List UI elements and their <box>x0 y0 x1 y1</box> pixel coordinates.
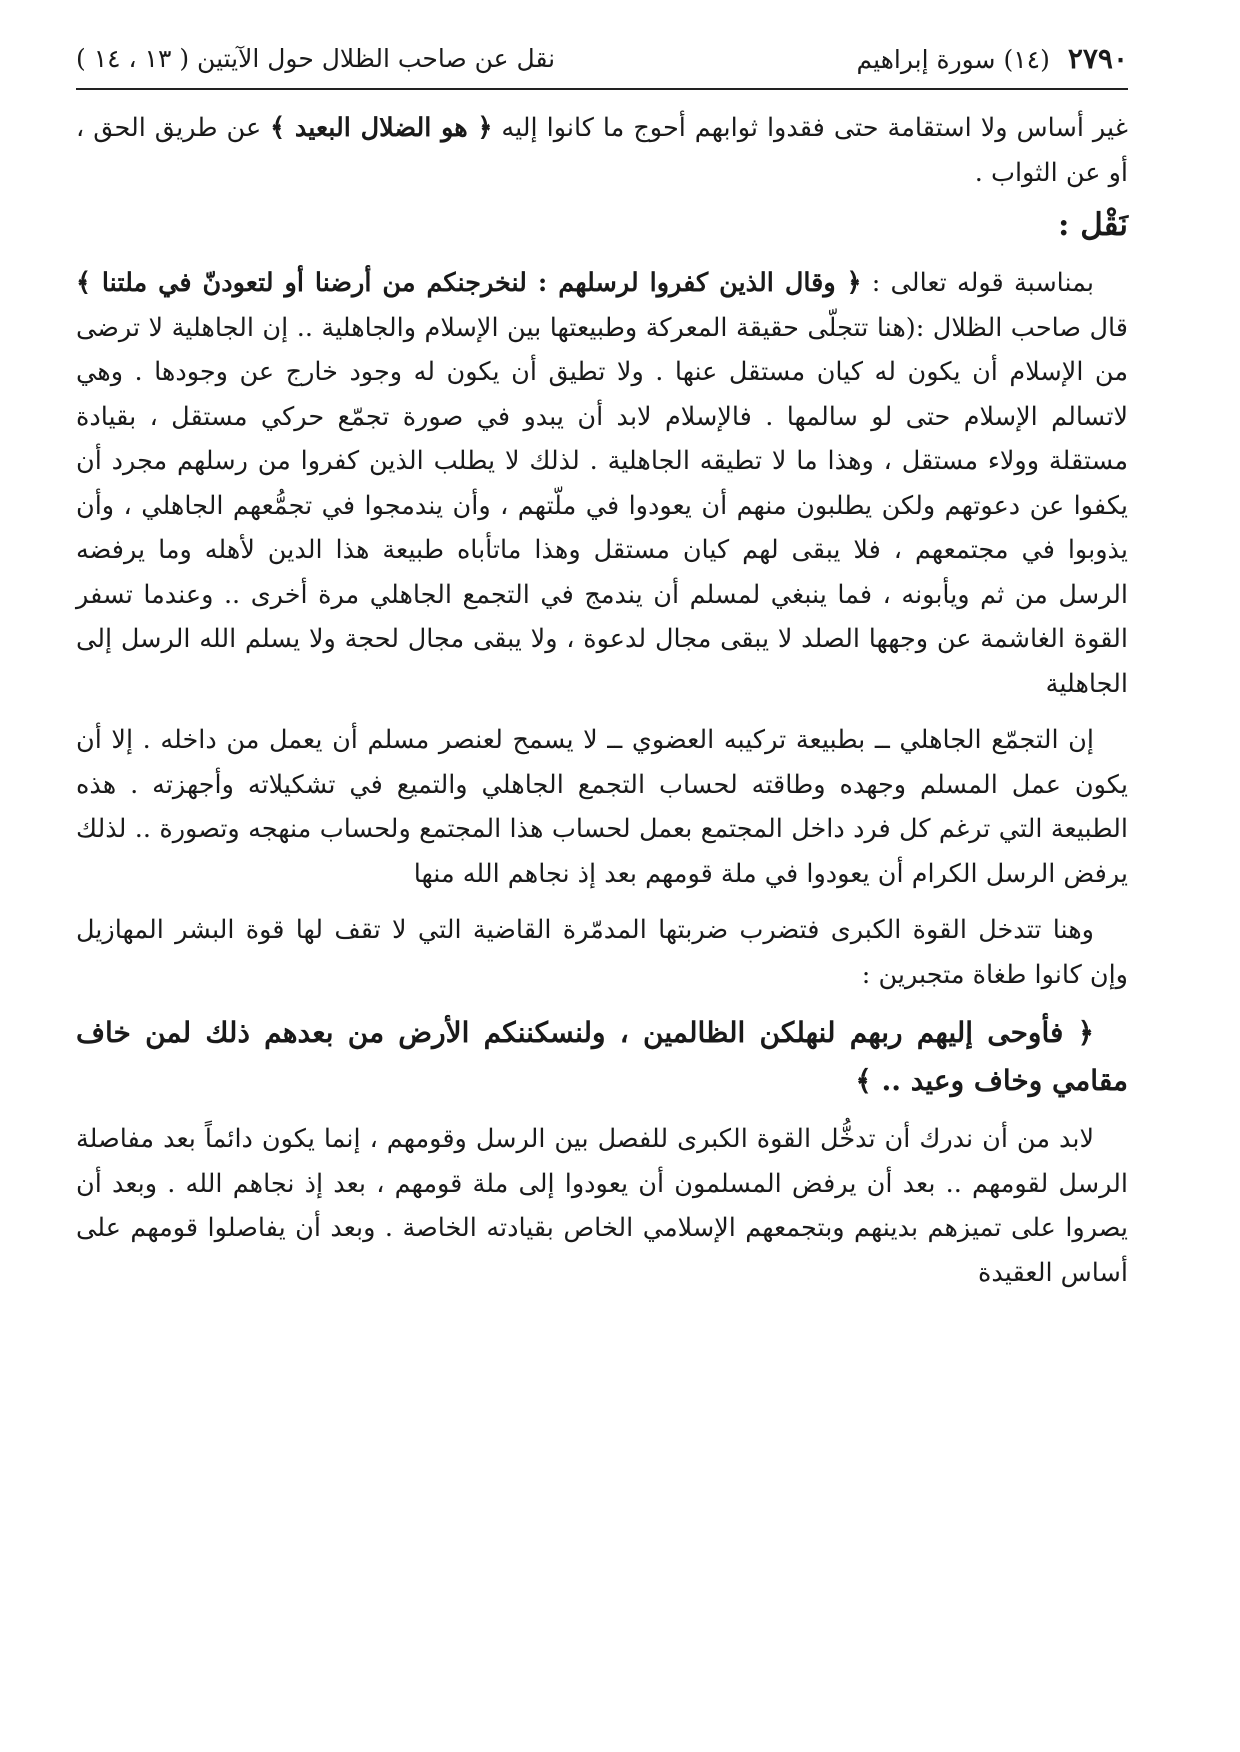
p2-text-a: بمناسبة قوله تعالى : <box>871 268 1094 298</box>
paragraph-1 <box>76 106 1128 195</box>
running-header <box>76 34 1128 84</box>
quran-verse-block: ﴿ فأوحى إليهم ربهم لنهلكن الظالمين ، ولنسكننكم الأرض من بعدهم ذلك لمن خاف مقامي وخاف وعيد .. ﴾ <box>76 1016 1128 1097</box>
surah-label: (١٤) سورة إبراهيم <box>856 44 1050 74</box>
paragraph-2 <box>76 261 1128 706</box>
section-title: نقل عن صاحب الظلال حول الآيتين ( ١٣ ، ١٤ ) <box>76 44 556 73</box>
section-heading-naql: نَقْل : <box>1057 207 1128 243</box>
paragraph-4: وهنا تتدخل القوة الكبرى فتضرب ضربتها المدمّرة القاضية التي لا تقف لها قوة البشر المهازيل وإن كانوا طغاة متجبرين : <box>76 915 1128 990</box>
p1-text-b: عن طريق الحق ، أو عن الثواب . <box>76 113 1128 188</box>
page-body <box>76 106 1128 1295</box>
p1-text-a: غير أساس ولا استقامة حتى فقدوا ثوابهم أحوج ما كانوا إليه <box>501 113 1129 143</box>
paragraph-5: لابد من أن ندرك أن تدخُّل القوة الكبرى للفصل بين الرسل وقومهم ، إنما يكون دائماً بعد مفاصلة الرسل لقومهم .. بعد أن يرفض المسلمون أن يعودوا إلى ملة قومهم ، بعد إذ نجاهم الله . وبعد أن يصروا على تميزهم بدينهم وبتجمعهم الإسلامي الخاص بقيادته الخاصة . وبعد أن يفاصلوا قومهم على أساس العقيدة <box>76 1124 1128 1288</box>
page-number: ٢٧٩٠ <box>1067 41 1128 75</box>
header-rule <box>76 88 1128 90</box>
header-right-group <box>857 34 1128 85</box>
p2-quran-quote: ﴿ وقال الذين كفروا لرسلهم : لنخرجنكم من أرضنا أو لتعودنّ في ملتنا ﴾ <box>76 268 862 298</box>
paragraph-3: إن التجمّع الجاهلي ــ بطبيعة تركيبه العضوي ــ لا يسمح لعنصر مسلم أن يعمل من داخله . إلا أن يكون عمل المسلم وجهده وطاقته لحساب التجمع الجاهلي والتميع في تشكيلاته وأجهزته . هذه الطبيعة التي ترغم كل فرد داخل المجتمع بعمل لحساب هذا المجتمع ولحساب منهجه وتصورة .. لذلك يرفض الرسل الكرام أن يعودوا في ملة قومهم بعد إذ نجاهم الله منها <box>76 725 1128 889</box>
p2-text-b: قال صاحب الظلال :(هنا تتجلّى حقيقة المعركة وطبيعتها بين الإسلام والجاهلية .. إن الجاهلية لا ترضى من الإسلام أن يكون له كيان مستقل عنها . ولا تطيق أن يكون له وجود خارج عن وجودها . وهي لاتسالم الإسلام حتى لو سالمها . فالإسلام لابد أن يبدو في صورة تجمّع حركي مستقل ، بقيادة مستقلة وولاء مستقل ، وهذا ما لا تطيقه الجاهلية . لذلك لا يطلب الذين كفروا من رسلهم مجرد أن يكفوا عن دعوتهم ولكن يطلبون منهم أن يعودوا في ملّتهم ، وأن يندمجوا في تجمُّعهم الجاهلي ، وأن يذوبوا في مجتمعهم ، فلا يبقى لهم كيان مستقل وهذا ماتأباه طبيعة هذا الدين لأهله وما يرفضه الرسل من ثم ويأبونه ، فما ينبغي لمسلم أن يندمج في التجمع الجاهلي مرة أخرى .. وعندما تسفر القوة الغاشمة عن وجهها الصلد لا يبقى مجال لدعوة ، ولا يبقى مجال لحجة ولا يسلم الله الرسل إلى الجاهلية <box>76 312 1128 699</box>
p1-quran-quote: ﴿ هو الضلال البعيد ﴾ <box>270 113 493 143</box>
book-page <box>76 34 1128 1714</box>
